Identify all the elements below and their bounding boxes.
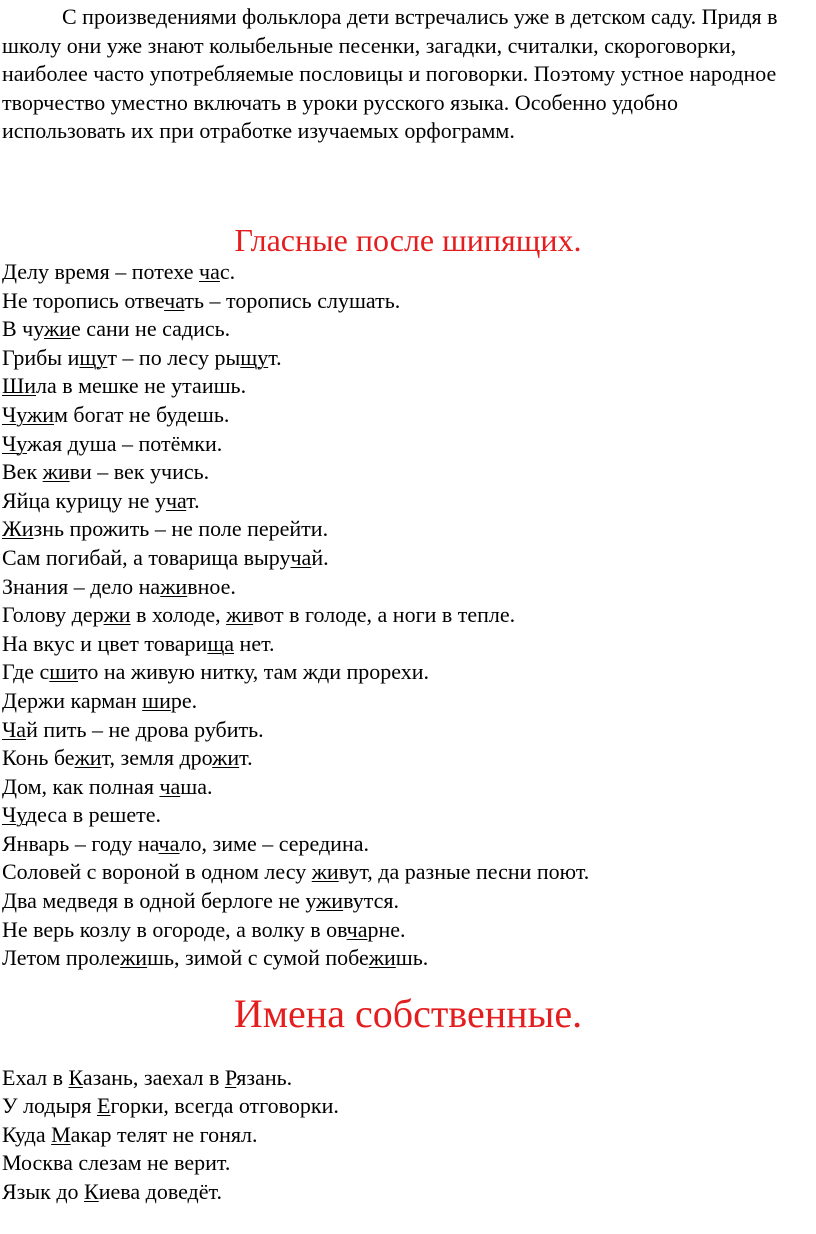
- proverb-text: язань.: [236, 1065, 293, 1090]
- proverb-text: Голову дер: [2, 602, 104, 628]
- proverb-text: Соловей с вороной в одном лесу: [2, 859, 312, 885]
- proverb-text: жая душа – потёмки.: [27, 430, 223, 456]
- proverb-text: деса в решете.: [25, 802, 161, 828]
- proverb-text: ло, зиме – середина.: [179, 830, 369, 856]
- underlined-spelling: ча: [159, 773, 181, 799]
- proverb-line: [2, 830, 589, 859]
- proverb-text: На вкус и цвет товари: [2, 630, 208, 656]
- proverb-text: то на живую нитку, там жди прорехи.: [78, 659, 430, 685]
- underlined-spelling: щу: [240, 344, 269, 370]
- proverb-line: [2, 573, 589, 602]
- underlined-spelling: жи: [160, 573, 188, 599]
- proverb-line: [2, 372, 589, 401]
- proverb-text: т – по лесу ры: [107, 344, 241, 370]
- proverb-text: Москва слезам не верит.: [2, 1150, 231, 1176]
- proverb-text: Где с: [2, 659, 50, 685]
- proverb-text: Январь – году на: [2, 830, 159, 856]
- proverb-line: [2, 430, 589, 459]
- proverb-text: Два медведя в одной берлоге не у: [2, 888, 317, 914]
- proverb-line: [2, 1149, 339, 1177]
- underlined-spelling: ши: [49, 659, 79, 685]
- proverb-text: Дом, как полная: [2, 773, 160, 799]
- proverb-text: Яйца курицу не у: [2, 487, 166, 513]
- underlined-spelling: жи: [43, 316, 71, 342]
- proverb-text: знь прожить – не поле перейти.: [33, 516, 329, 542]
- intro-paragraph: [2, 3, 802, 146]
- proverb-line: [2, 315, 589, 344]
- proverb-line: [2, 858, 589, 887]
- proverb-text: рне.: [367, 916, 406, 942]
- proverb-text: Конь бе: [2, 745, 75, 771]
- section-heading-proper-names: Имена собственные.: [233, 991, 583, 1036]
- proverb-text: в холоде,: [130, 602, 227, 628]
- underlined-spelling: К: [84, 1178, 99, 1204]
- proverb-list-vowels: [2, 258, 589, 973]
- proverb-text: Сам погибай, а товарища выру: [2, 544, 291, 570]
- proverb-list-proper-names: [2, 1064, 339, 1206]
- proverb-text: шь, зимой с сумой побе: [147, 945, 369, 971]
- proverb-text: й.: [311, 544, 329, 570]
- proverb-text: е сани не садись.: [70, 316, 231, 342]
- proverb-line: [2, 716, 589, 745]
- proverb-text: ть – торопись слушать.: [184, 287, 401, 313]
- proverb-text: Делу время – потехе: [2, 259, 200, 284]
- underlined-spelling: Чужи: [2, 401, 54, 427]
- underlined-spelling: жи: [120, 945, 148, 971]
- proverb-line: [2, 658, 589, 687]
- proverb-text: горки, всегда отговорки.: [110, 1093, 339, 1119]
- proverb-line: [2, 258, 589, 287]
- proverb-line: [2, 401, 589, 430]
- proverb-line: [2, 801, 589, 830]
- proverb-line: [2, 601, 589, 630]
- proverb-text: азань, заехал в: [82, 1065, 225, 1090]
- proverb-text: м богат не будешь.: [53, 401, 230, 427]
- intro-text: С произведениями фольклора дети встречались уже в детском саду. Придя в школу они уже знают колыбельные песенки, загадки, считалки, скороговорки, наиболее часто употребляемые пословицы и поговорки. Поэтому устное народное творчество уместно включать в уроки русского языка. Особенно удобно использовать их при отработке изучаемых орфограмм.: [2, 4, 778, 144]
- underlined-spelling: жи: [74, 745, 102, 771]
- underlined-spelling: жи: [311, 859, 339, 885]
- proverb-text: т.: [239, 745, 253, 771]
- section-heading-vowels-after-sibilants: Гласные после шипящих.: [234, 222, 582, 258]
- proverb-line: [2, 1178, 339, 1206]
- proverb-text: У лодыря: [2, 1093, 98, 1119]
- underlined-spelling: жи: [226, 602, 254, 628]
- underlined-spelling: ча: [290, 544, 312, 570]
- proverb-text: Не верь козлу в огороде, а волку в ов: [2, 916, 347, 942]
- proverb-text: ви – век учись.: [69, 459, 210, 485]
- proverb-line: [2, 773, 589, 802]
- proverb-text: иева доведёт.: [98, 1178, 222, 1204]
- proverb-text: вное.: [187, 573, 236, 599]
- underlined-spelling: жи: [316, 888, 344, 914]
- underlined-spelling: К: [68, 1065, 83, 1090]
- underlined-spelling: ча: [165, 487, 187, 513]
- proverb-line: [2, 944, 589, 973]
- proverb-text: с.: [219, 259, 236, 284]
- proverb-text: ре.: [170, 687, 198, 713]
- underlined-spelling: ча: [346, 916, 368, 942]
- proverb-text: т.: [268, 344, 282, 370]
- proverb-text: Ехал в: [2, 1065, 69, 1090]
- underlined-spelling: щу: [79, 344, 108, 370]
- proverb-line: [2, 887, 589, 916]
- proverb-text: Куда: [2, 1121, 52, 1147]
- proverb-text: Знания – дело на: [2, 573, 161, 599]
- underlined-spelling: Ши: [2, 373, 36, 399]
- proverb-text: т.: [186, 487, 200, 513]
- proverb-text: т, земля дро: [101, 745, 213, 771]
- underlined-spelling: Жи: [2, 516, 34, 542]
- proverb-text: вут, да разные песни поют.: [338, 859, 590, 885]
- proverb-line: [2, 458, 589, 487]
- underlined-spelling: жи: [212, 745, 240, 771]
- underlined-spelling: Ча: [2, 716, 27, 742]
- proverb-line: [2, 916, 589, 945]
- underlined-spelling: ча: [158, 830, 180, 856]
- proverb-line: [2, 1092, 339, 1120]
- underlined-spelling: Р: [224, 1065, 237, 1090]
- proverb-text: ша.: [180, 773, 213, 799]
- proverb-line: [2, 687, 589, 716]
- underlined-spelling: ши: [142, 687, 171, 713]
- underlined-spelling: жи: [368, 945, 396, 971]
- proverb-line: [2, 487, 589, 516]
- proverb-text: вот в голоде, а ноги в тепле.: [253, 602, 516, 628]
- proverb-text: Не торопись отве: [2, 287, 165, 313]
- proverb-line: [2, 515, 589, 544]
- underlined-spelling: жи: [42, 459, 70, 485]
- proverb-text: Век: [2, 459, 43, 485]
- underlined-spelling: ча: [164, 287, 185, 313]
- underlined-spelling: ща: [207, 630, 235, 656]
- proverb-line: [2, 1121, 339, 1149]
- proverb-text: й пить – не дрова рубить.: [26, 716, 264, 742]
- proverb-line: [2, 630, 589, 659]
- proverb-text: нет.: [234, 630, 275, 656]
- underlined-spelling: Чу: [2, 430, 28, 456]
- proverb-text: акар телят не гонял.: [70, 1121, 258, 1147]
- underlined-spelling: М: [51, 1121, 71, 1147]
- proverb-text: В чу: [2, 316, 44, 342]
- proverb-text: Язык до: [2, 1178, 85, 1204]
- proverb-line: [2, 744, 589, 773]
- proverb-text: Держи карман: [2, 687, 143, 713]
- underlined-spelling: ча: [199, 259, 220, 284]
- proverb-text: Грибы и: [2, 344, 80, 370]
- proverb-line: [2, 344, 589, 373]
- proverb-line: [2, 544, 589, 573]
- proverb-line: [2, 287, 589, 316]
- proverb-text: вутся.: [343, 888, 399, 914]
- proverb-text: ла в мешке не утаишь.: [35, 373, 247, 399]
- proverb-text: Летом проле: [2, 945, 121, 971]
- proverb-text: шь.: [395, 945, 429, 971]
- proverb-line: [2, 1064, 339, 1092]
- underlined-spelling: Е: [97, 1093, 111, 1119]
- underlined-spelling: Чу: [2, 802, 26, 828]
- underlined-spelling: жи: [103, 602, 131, 628]
